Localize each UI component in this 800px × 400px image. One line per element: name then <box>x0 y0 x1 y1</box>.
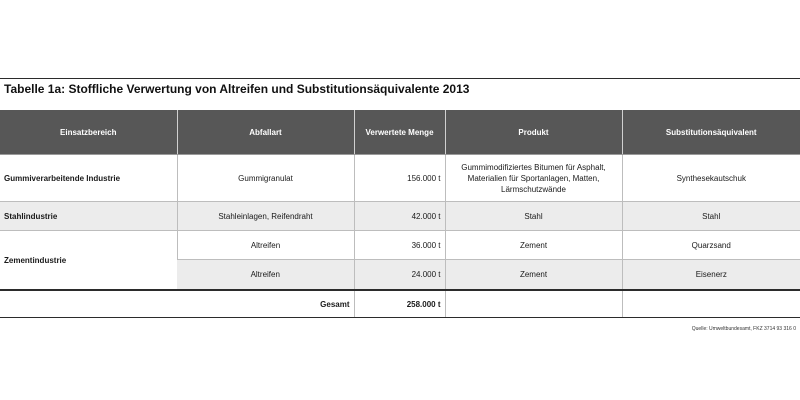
product-cell: Zement <box>445 231 622 260</box>
total-label: Gesamt <box>0 290 354 318</box>
empty-cell <box>622 290 800 318</box>
product-cell: Stahl <box>445 202 622 231</box>
substitute-cell: Synthesekautschuk <box>622 155 800 202</box>
table-row <box>0 202 800 231</box>
product-cell: Gummimodifiziertes Bitumen für Asphalt, Materialien für Sportanlagen, Matten, Lärmschutzwände <box>445 155 622 202</box>
source-note: Quelle: Umweltbundesamt, FKZ 3714 93 316 0 <box>691 326 796 332</box>
empty-cell <box>445 290 622 318</box>
top-rule <box>0 78 800 79</box>
waste-type-cell: Altreifen <box>177 260 354 291</box>
waste-type-cell: Altreifen <box>177 231 354 260</box>
table-row <box>0 231 800 260</box>
column-header-einsatzbereich: Einsatzbereich <box>0 110 177 155</box>
header-row <box>0 110 800 155</box>
product-cell: Zement <box>445 260 622 291</box>
column-header-produkt: Produkt <box>445 110 622 155</box>
amount-cell: 42.000 t <box>354 202 445 231</box>
column-header-abfallart: Abfallart <box>177 110 354 155</box>
recycling-table <box>0 110 800 318</box>
table-title: Tabelle 1a: Stoffliche Verwertung von Altreifen und Substitutionsäquivalente 2013 <box>4 82 470 96</box>
substitute-cell: Eisenerz <box>622 260 800 291</box>
substitute-cell: Quarzsand <box>622 231 800 260</box>
category-cell: Zementindustrie <box>0 231 177 291</box>
total-value: 258.000 t <box>354 290 445 318</box>
waste-type-cell: Stahleinlagen, Reifendraht <box>177 202 354 231</box>
substitute-cell: Stahl <box>622 202 800 231</box>
amount-cell: 156.000 t <box>354 155 445 202</box>
waste-type-cell: Gummigranulat <box>177 155 354 202</box>
total-row <box>0 290 800 318</box>
category-cell: Stahlindustrie <box>0 202 177 231</box>
amount-cell: 24.000 t <box>354 260 445 291</box>
column-header-substitutionsaequivalent: Substitutionsäquivalent <box>622 110 800 155</box>
table-row <box>0 155 800 202</box>
category-cell: Gummiverarbeitende Industrie <box>0 155 177 202</box>
column-header-verwertete-menge: Verwertete Menge <box>354 110 445 155</box>
amount-cell: 36.000 t <box>354 231 445 260</box>
